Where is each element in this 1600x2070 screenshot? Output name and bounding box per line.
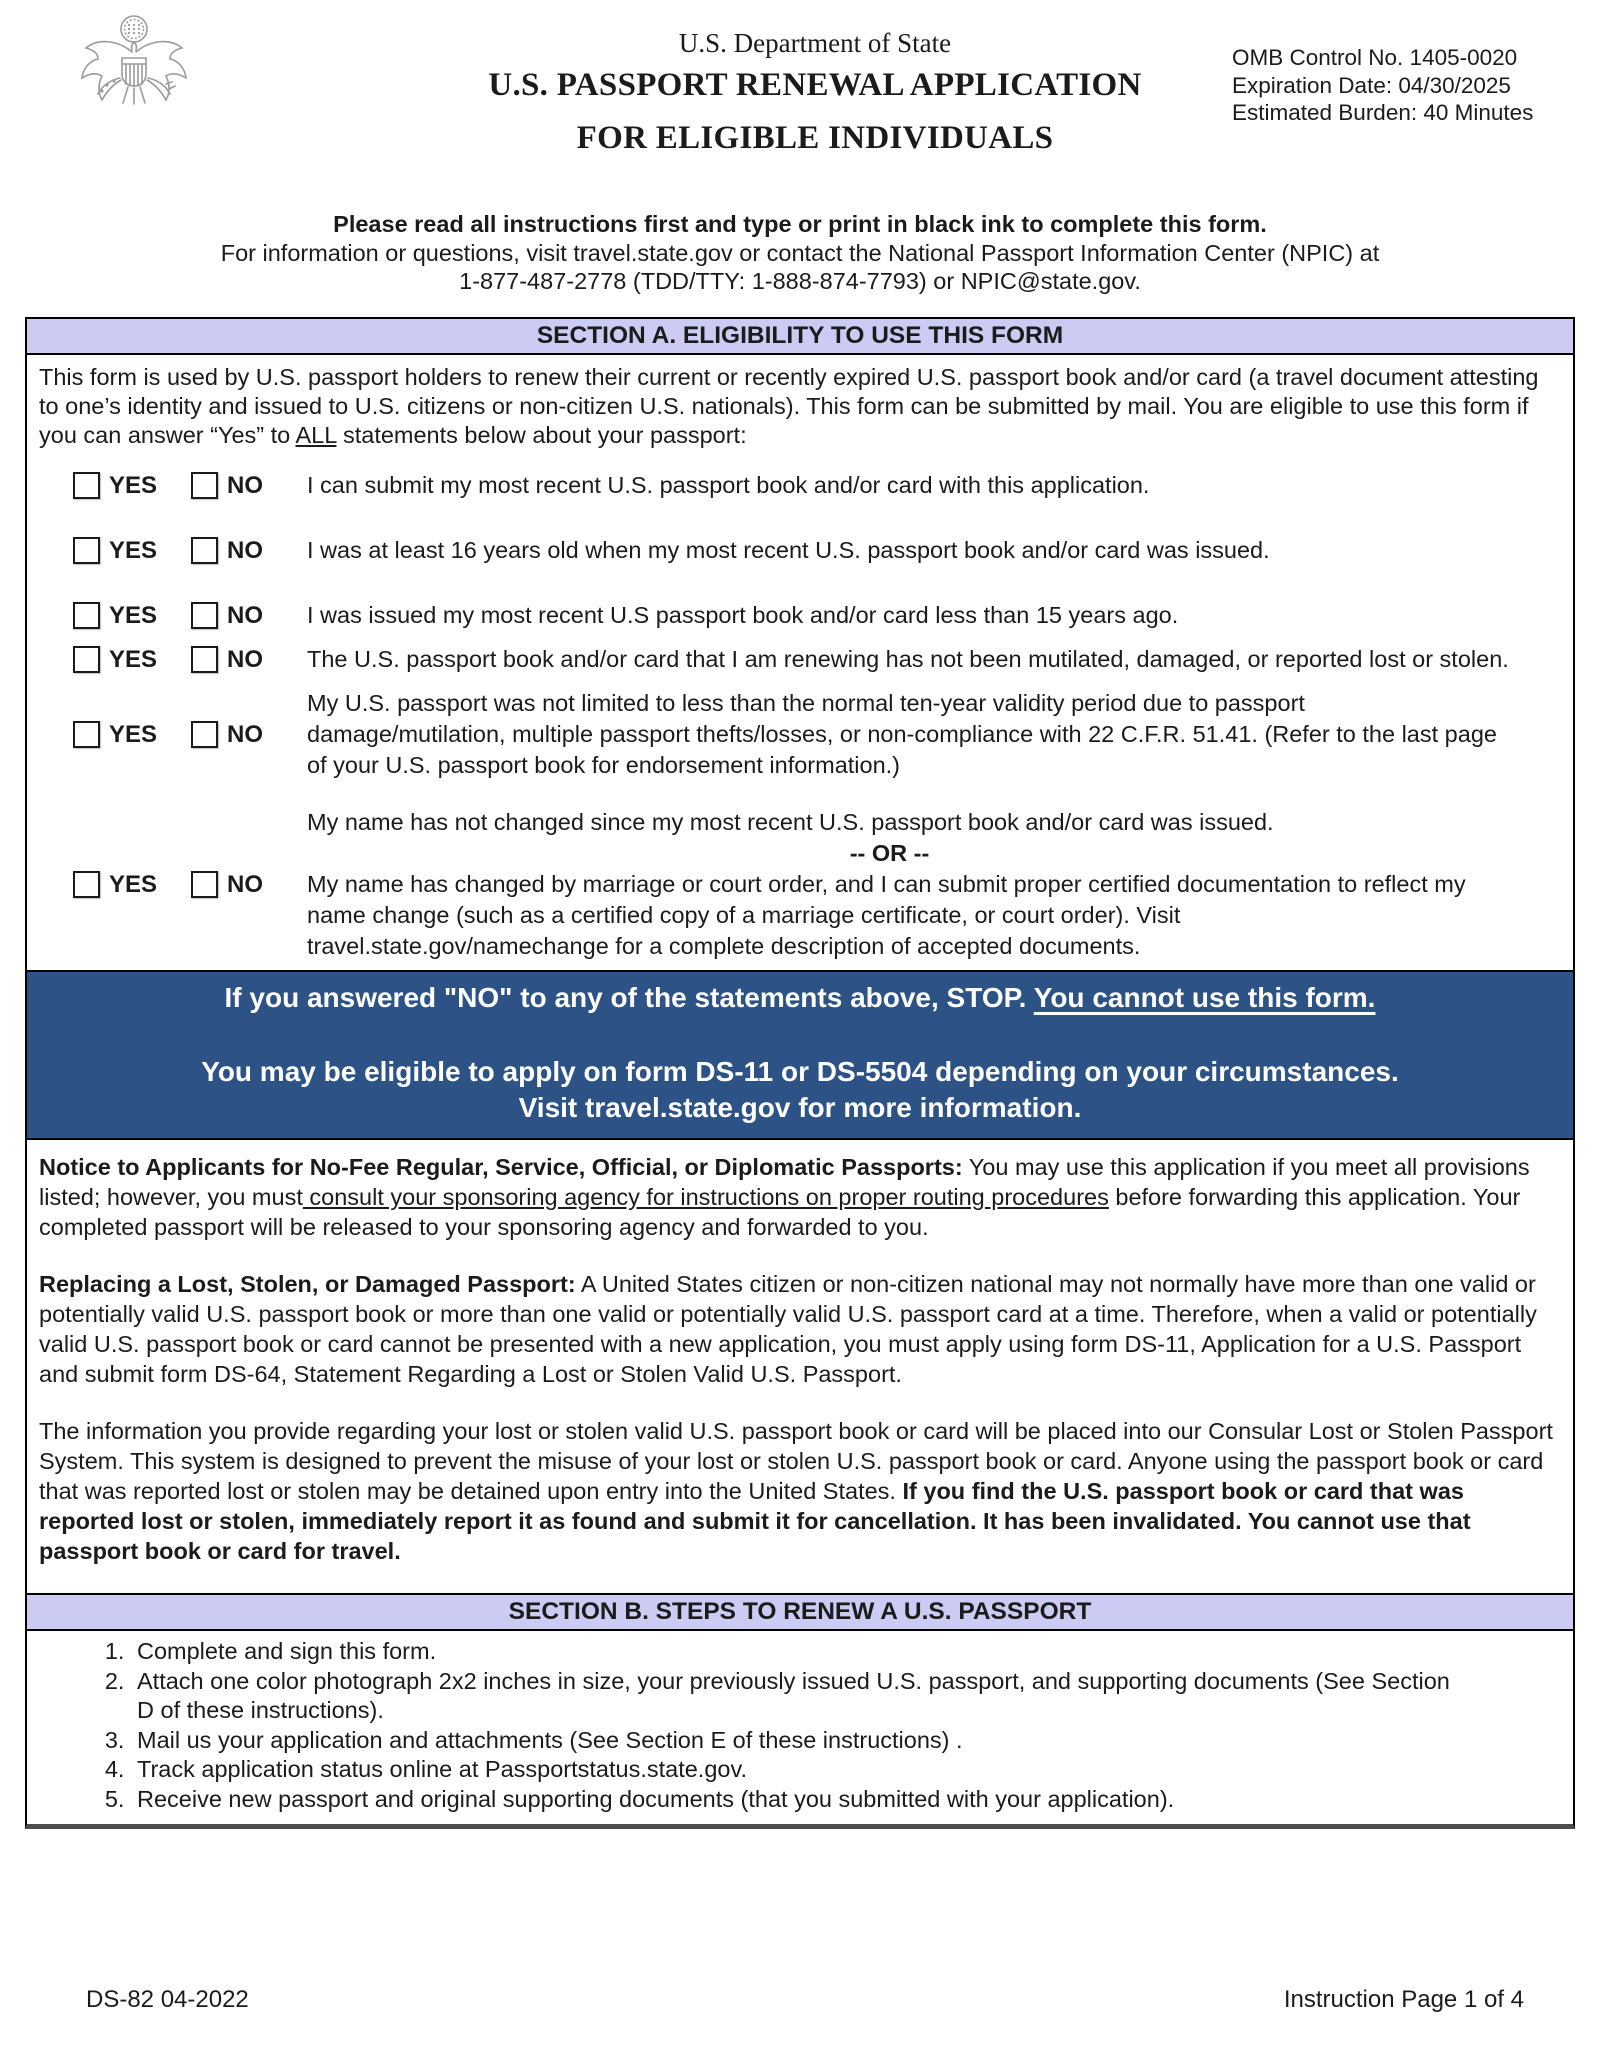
yes-checkbox-1[interactable] xyxy=(73,472,100,499)
statement-1: I can submit my most recent U.S. passport book and/or card with this application. xyxy=(307,472,1150,498)
yes-label: YES xyxy=(109,536,158,564)
agency-name: U.S. Department of State xyxy=(678,28,952,58)
yes-checkbox-3[interactable] xyxy=(73,602,100,629)
yes-label: YES xyxy=(109,720,158,748)
or-separator: -- OR -- xyxy=(849,840,930,866)
notices-section xyxy=(27,1140,1573,1566)
omb-estimated-burden: Estimated Burden: 40 Minutes xyxy=(1232,100,1534,125)
notice-no-fee-passports: Notice to Applicants for No-Fee Regular, Service, Official, or Diplomatic Passports: You may use this application if you meet all provisions listed; however, you must consult your sponsoring agency for instructions on proper routing procedures before forwarding this application. Your completed passport will be released to your sponsoring agency and forwarded to you. xyxy=(39,1154,1530,1240)
no-label: NO xyxy=(227,720,264,748)
eligibility-row-5 xyxy=(27,688,1573,781)
eligibility-row-1 xyxy=(27,470,1573,501)
statement-6-part2: My name has changed by marriage or court order, and I can submit proper certified documentation to reflect my name change (such as a certified copy of a marriage certificate, or court order). Visit travel.state.gov/namechange for a complete description of accepted documents. xyxy=(307,871,1466,959)
yes-label: YES xyxy=(109,870,158,898)
intro-line-2: For information or questions, visit travel.state.gov or contact the National Passport Information Center (NPIC) at xyxy=(220,239,1380,266)
no-checkbox-1[interactable] xyxy=(191,472,218,499)
section-a-header: SECTION A. ELIGIBILITY TO USE THIS FORM xyxy=(27,319,1573,355)
form-body-box xyxy=(25,317,1575,1829)
yes-checkbox-6[interactable] xyxy=(73,871,100,898)
stop-warning-line-3: Visit travel.state.gov for more information. xyxy=(518,1092,1082,1123)
statement-6-part1: My name has not changed since my most recent U.S. passport book and/or card was issued. xyxy=(307,809,1274,835)
omb-control-number: OMB Control No. 1405-0020 xyxy=(1232,45,1518,70)
page-number: Instruction Page 1 of 4 xyxy=(1283,1986,1524,2013)
form-instructions-intro xyxy=(0,210,1600,296)
stop-warning-line-2: You may be eligible to apply on form DS-11 or DS-5504 depending on your circumstances. xyxy=(201,1056,1399,1087)
eligibility-row-3 xyxy=(27,600,1573,631)
section-b-header: SECTION B. STEPS TO RENEW A U.S. PASSPORT xyxy=(27,1593,1573,1631)
intro-line-3: 1-877-487-2778 (TDD/TTY: 1-888-874-7793) or NPIC@state.gov. xyxy=(459,268,1141,294)
step-2: 2. Attach one color photograph 2x2 inches in size, your previously issued U.S. passport, and supporting documents (See Section D of these instructions). xyxy=(131,1667,1467,1726)
renewal-steps-list xyxy=(27,1631,1573,1824)
no-label: NO xyxy=(227,601,264,629)
yes-checkbox-5[interactable] xyxy=(73,721,100,748)
statement-5: My U.S. passport was not limited to less than the normal ten-year validity period due to passport damage/mutilation, multiple passport thefts/losses, or non-compliance with 22 C.F.R. 51.41. (Refer to the last page of your U.S. passport book for endorsement information.) xyxy=(307,690,1497,778)
statement-4: The U.S. passport book and/or card that I am renewing has not been mutilated, damaged, or reported lost or stolen. xyxy=(307,646,1509,672)
form-number: DS-82 04-2022 xyxy=(86,1986,249,2013)
yes-label: YES xyxy=(109,645,158,673)
eligibility-row-4 xyxy=(27,644,1573,675)
no-label: NO xyxy=(227,645,264,673)
no-label: NO xyxy=(227,536,264,564)
yes-label: YES xyxy=(109,601,158,629)
no-checkbox-6[interactable] xyxy=(191,871,218,898)
notice-lost-stolen-system: The information you provide regarding your lost or stolen valid U.S. passport book or card will be placed into our Consular Lost or Stolen Passport System. This system is designed to prevent the misuse of your lost or stolen U.S. passport book or card. Anyone using the passport book or card that was reported lost or stolen may be detained upon entry into the United States. If you find the U.S. passport book or card that was reported lost or stolen, immediately report it as found and submit it for cancellation. It has been invalidated. You cannot use that passport book or card for travel. xyxy=(39,1418,1553,1564)
intro-line-1: Please read all instructions first and type or print in black ink to complete this form. xyxy=(333,211,1267,237)
no-label: NO xyxy=(227,471,264,499)
eligibility-row-2 xyxy=(27,535,1573,566)
stop-warning-banner xyxy=(27,972,1573,1140)
step-3: 3. Mail us your application and attachments (See Section E of these instructions) . xyxy=(131,1726,1467,1756)
stop-warning-line-1: If you answered "NO" to any of the statements above, STOP. You cannot use this form. xyxy=(224,982,1376,1013)
step-1: 1. Complete and sign this form. xyxy=(131,1637,1467,1667)
eligibility-row-6 xyxy=(27,807,1573,962)
found-passport-bold-warning: If you find the U.S. passport book or card that was reported lost or stolen, immediately report it as found and submit it for cancellation. It has been invalidated. You cannot use that passport book or card for travel. xyxy=(39,1478,1471,1564)
notice-replacing-lost-passport: Replacing a Lost, Stolen, or Damaged Passport: A United States citizen or non-citizen national may not normally have more than one valid or potentially valid U.S. passport book or more than one valid or potentially valid U.S. passport card at a time. Therefore, when a valid or potentially valid U.S. passport book or card cannot be presented with a new application, you must apply using form DS-11, Application for a U.S. Passport and submit form DS-64, Statement Regarding a Lost or Stolen Valid U.S. Passport. xyxy=(39,1271,1537,1387)
section-a-intro-paragraph: This form is used by U.S. passport holders to renew their current or recently expired U.S. passport book and/or card (a travel document attesting to one’s identity and issued to U.S. citizens or non-citizen U.S. nationals). This form can be submitted by mail. You are eligible to use this form if you can answer “Yes” to ALL statements below about your passport: xyxy=(39,364,1539,448)
section-a-content xyxy=(27,355,1573,972)
yes-label: YES xyxy=(109,471,158,499)
form-title-line1: U.S. PASSPORT RENEWAL APPLICATION xyxy=(488,67,1142,103)
page-footer xyxy=(86,1986,1524,2014)
step-5: 5. Receive new passport and original supporting documents (that you submitted with your application). xyxy=(131,1785,1467,1815)
sponsoring-agency-underlined: consult your sponsoring agency for instructions on proper routing procedures xyxy=(302,1184,1109,1210)
cannot-use-underlined: You cannot use this form. xyxy=(1033,982,1376,1013)
no-checkbox-3[interactable] xyxy=(191,602,218,629)
statement-6 xyxy=(307,807,1472,962)
all-underlined: ALL xyxy=(295,422,337,448)
step-4: 4. Track application status online at Passportstatus.state.gov. xyxy=(131,1755,1467,1785)
omb-expiration-date: Expiration Date: 04/30/2025 xyxy=(1232,72,1511,98)
form-title-line2: FOR ELIGIBLE INDIVIDUALS xyxy=(576,120,1054,156)
yes-checkbox-2[interactable] xyxy=(73,537,100,564)
statement-3: I was issued my most recent U.S passport book and/or card less than 15 years ago. xyxy=(307,602,1179,628)
yes-checkbox-4[interactable] xyxy=(73,646,100,673)
no-checkbox-4[interactable] xyxy=(191,646,218,673)
no-checkbox-5[interactable] xyxy=(191,721,218,748)
omb-block xyxy=(1232,44,1533,127)
no-label: NO xyxy=(227,870,264,898)
no-checkbox-2[interactable] xyxy=(191,537,218,564)
statement-2: I was at least 16 years old when my most recent U.S. passport book and/or card was issued. xyxy=(307,537,1270,563)
